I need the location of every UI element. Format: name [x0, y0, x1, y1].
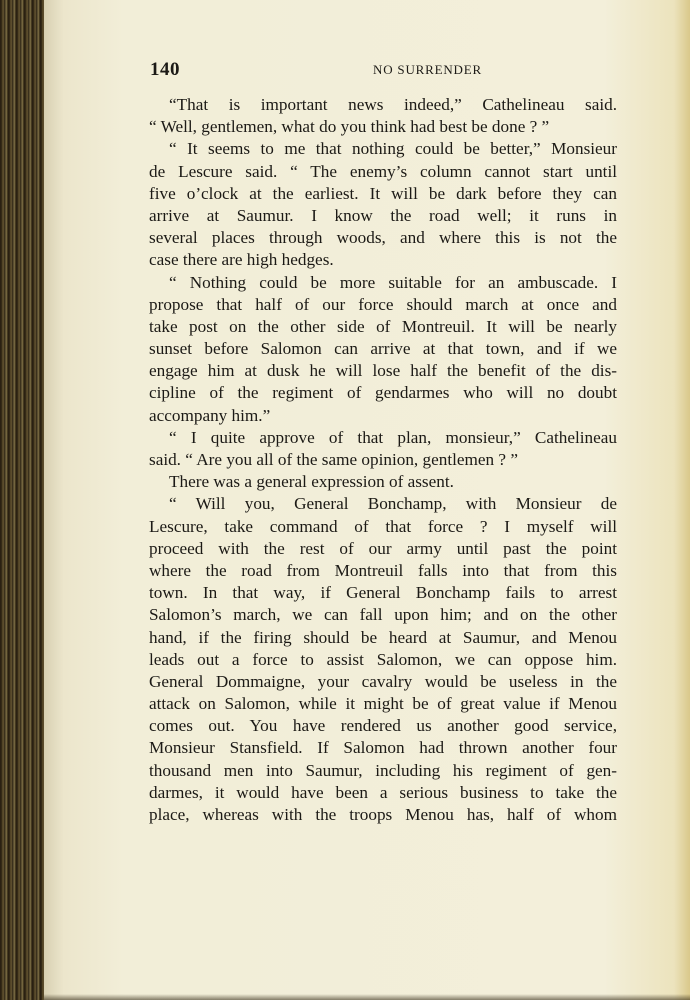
running-head [150, 59, 650, 83]
page-number: 140 [150, 59, 180, 80]
text-line: comes out. You have rendered us another good service, [149, 716, 617, 736]
text-line: hand, if the firing should be heard at Saumur, and Menou [149, 627, 617, 647]
text-line: said. “ Are you all of the same opinion, gentlemen ? ” [149, 450, 518, 469]
text-line: accompany him.” [149, 405, 271, 425]
text-line: attack on Salomon, while it might be of great value if Menou [149, 694, 617, 714]
text-line: There was a general expression of assent. [169, 472, 454, 492]
text-line: “ Will you, General Bonchamp, with Monsieur de [169, 494, 617, 514]
text-line: place, whereas with the troops Menou has, half of whom [149, 805, 617, 824]
text-line: de Lescure said. “ The enemy’s column cannot start until [149, 161, 617, 181]
text-line: town. In that way, if General Bonchamp fails to arrest [149, 583, 617, 603]
text-line: “ It seems to me that nothing could be better,” Monsieur [169, 139, 617, 159]
book-spine-edge [0, 0, 44, 1000]
text-line: arrive at Saumur. I know the road well; it runs in [149, 205, 617, 225]
text-line: thousand men into Saumur, including his regiment of gen- [149, 760, 617, 780]
text-line: Lescure, take command of that force ? I myself will [149, 516, 617, 536]
text-line: “ Well, gentlemen, what do you think had best be done ? ” [149, 117, 550, 137]
text-line: “That is important news indeed,” Cathelineau said. [169, 95, 617, 114]
text-line: Salomon’s march, we can fall upon him; and on the other [149, 605, 617, 625]
text-line: Monsieur Stansfield. If Salomon had thrown another four [149, 738, 617, 758]
text-line: leads out a force to assist Salomon, we can oppose him. [149, 649, 617, 669]
running-title: NO SURRENDER [373, 62, 482, 77]
text-line: where the road from Montreuil falls into that from this [149, 560, 617, 580]
body-text [149, 94, 617, 826]
page-bottom-shadow [44, 994, 690, 1000]
text-line: darmes, it would have been a serious business to take the [149, 782, 617, 802]
text-line: cipline of the regiment of gendarmes who will no doubt [149, 383, 617, 403]
book-page [44, 0, 690, 1000]
text-line: case there are high hedges. [149, 250, 334, 270]
text-line: General Dommaigne, your cavalry would be useless in the [149, 671, 617, 691]
text-line: five o’clock at the earliest. It will be dark before they can [149, 183, 617, 203]
text-line: propose that half of our force should march at once and [149, 294, 617, 314]
text-line: engage him at dusk he will lose half the benefit of the dis- [149, 361, 617, 381]
text-line: proceed with the rest of our army until past the point [149, 538, 617, 558]
text-line: take post on the other side of Montreuil. It will be nearly [149, 316, 617, 336]
text-line: “ Nothing could be more suitable for an ambuscade. I [169, 272, 617, 292]
text-line: “ I quite approve of that plan, monsieur,” Cathelineau [169, 427, 617, 447]
text-line: several places through woods, and where this is not the [149, 228, 617, 248]
text-line: sunset before Salomon can arrive at that town, and if we [149, 339, 617, 359]
